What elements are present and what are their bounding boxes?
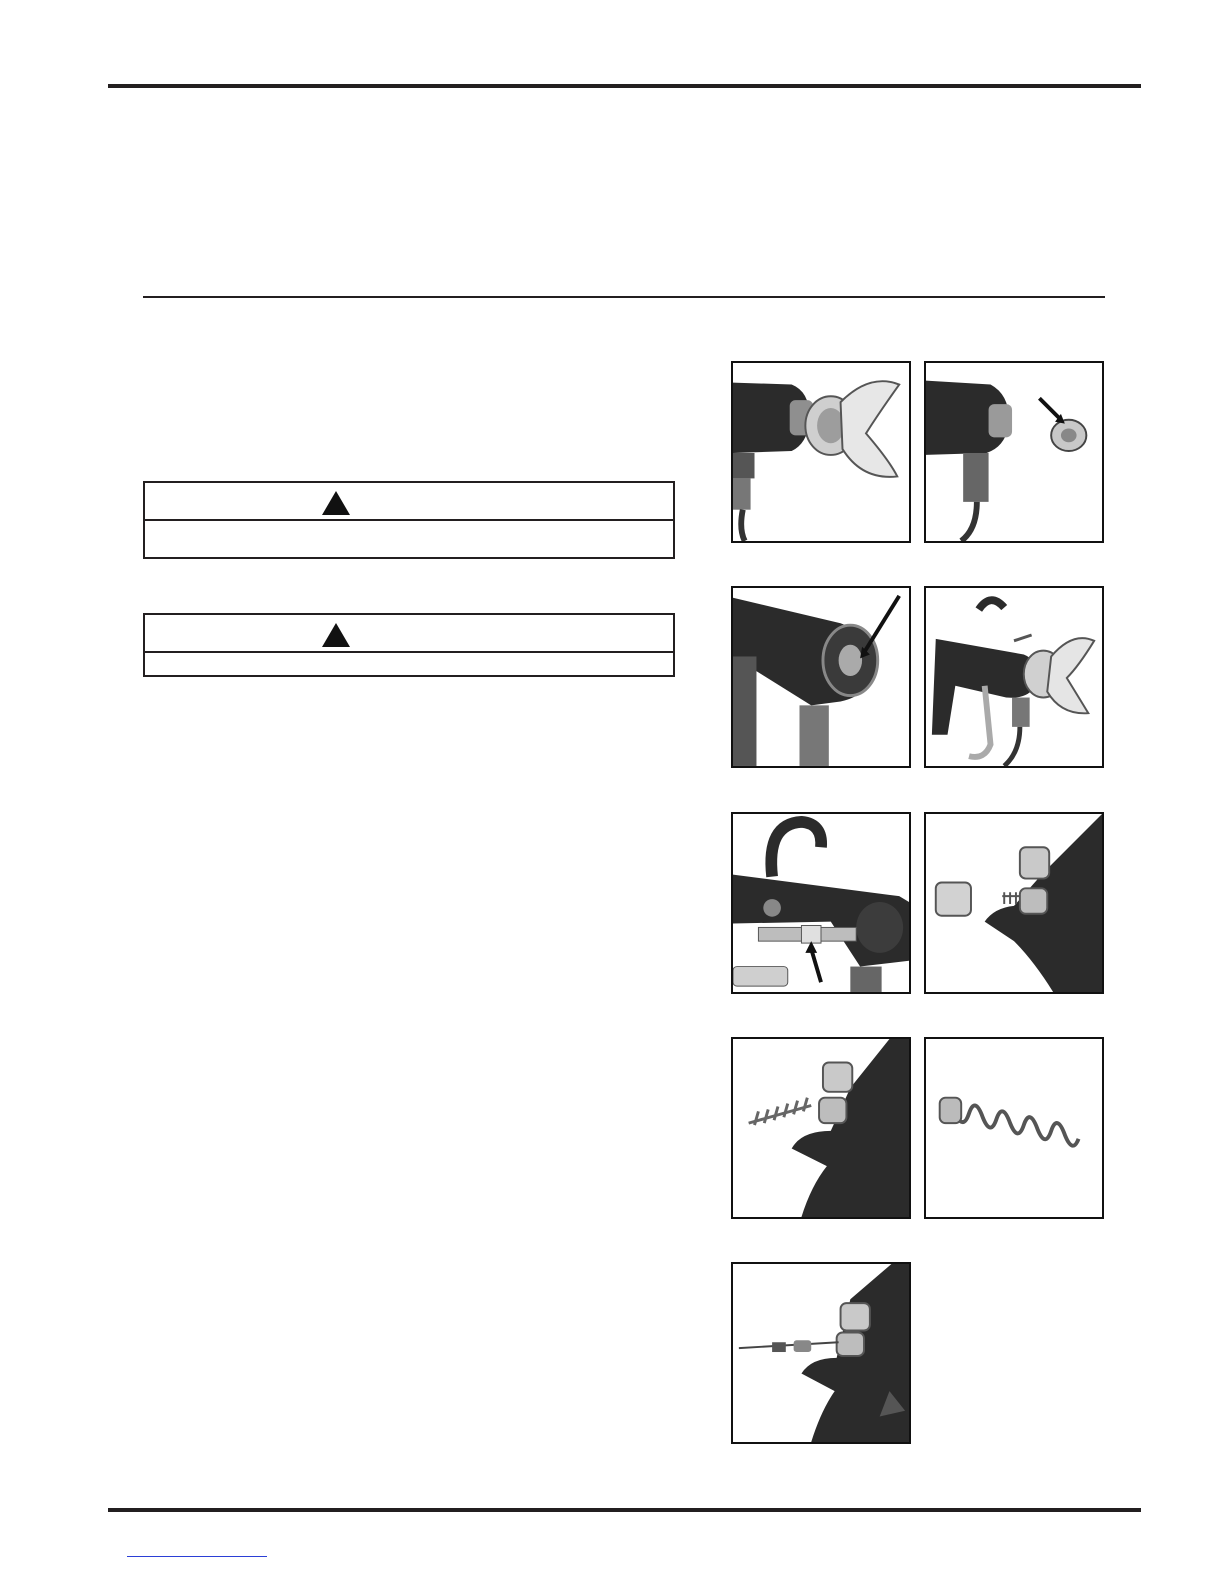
footer-link-underline[interactable]: [127, 1556, 267, 1557]
figure-needle-assembly-removed: [731, 1262, 911, 1444]
warning-triangle-icon: [322, 623, 350, 647]
figure-gun-assembled-guard: [924, 586, 1104, 768]
figure-gun-handle-filter: [924, 812, 1104, 994]
warning-callout-2: [143, 613, 675, 677]
warning-callout-header: [145, 615, 673, 653]
figure-gun-head-tip-removed: [924, 361, 1104, 543]
figure-spring-close-up: [924, 1037, 1104, 1219]
figure-gun-filter-fitting: [731, 812, 911, 994]
figure-gun-head-seat: [731, 586, 911, 768]
section-rule: [143, 296, 1105, 298]
header-rule: [108, 84, 1141, 88]
warning-callout-1: [143, 481, 675, 559]
figure-gun-head-tip-guard: [731, 361, 911, 543]
warning-triangle-icon: [322, 491, 350, 515]
figure-spring-removed: [731, 1037, 911, 1219]
footer-rule: [108, 1508, 1141, 1512]
warning-callout-header: [145, 483, 673, 521]
